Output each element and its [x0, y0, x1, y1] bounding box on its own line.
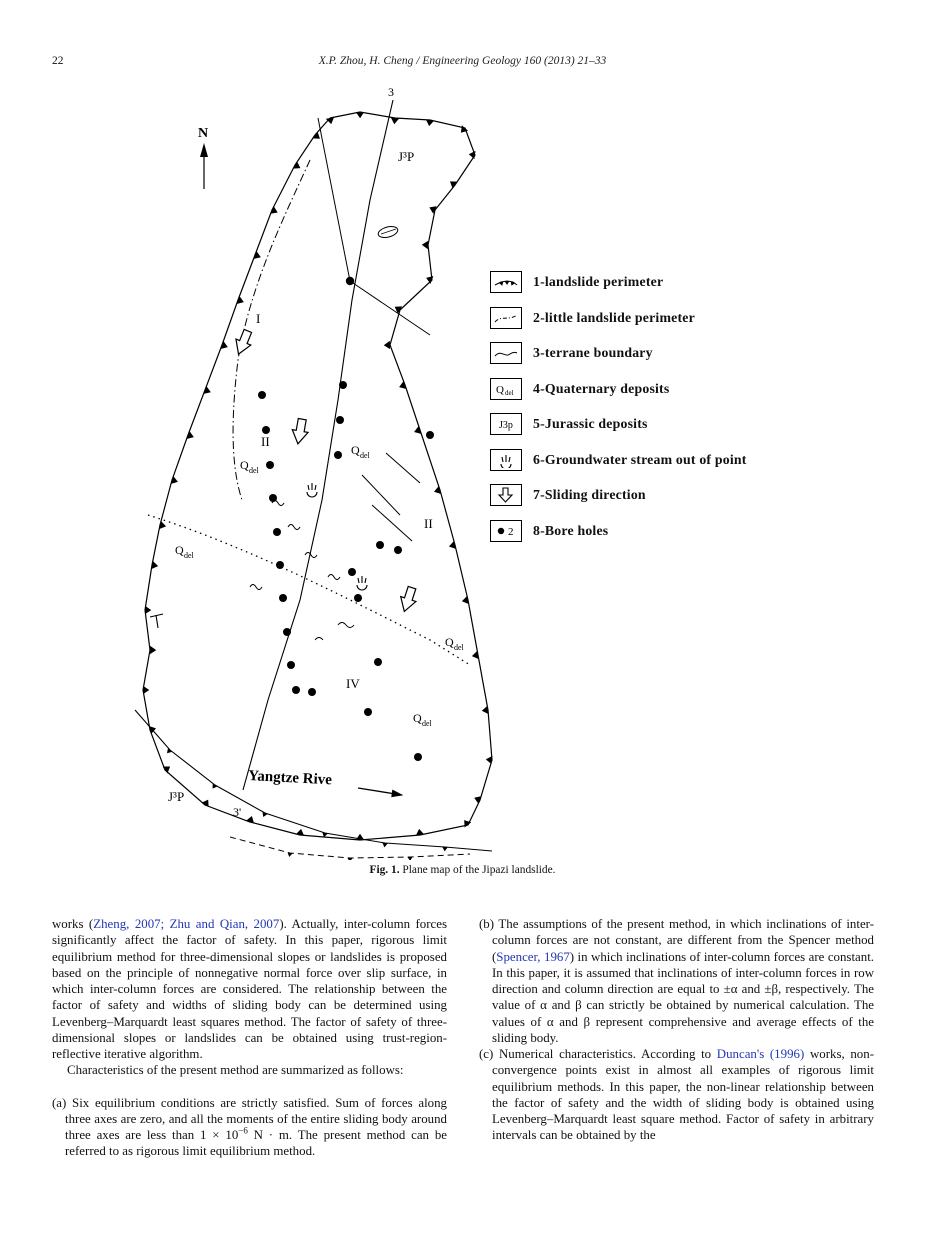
legend-label: 1-landslide perimeter	[533, 274, 664, 289]
svg-text:del: del	[184, 551, 194, 560]
svg-text:Q: Q	[445, 635, 454, 649]
text-run: (c) Numerical characteristics. According to	[479, 1047, 717, 1061]
groundwater-icon	[490, 449, 522, 471]
groundwater-symbol	[307, 483, 367, 590]
terrane-boundary	[372, 505, 412, 541]
north-arrow-head	[200, 143, 208, 157]
figure-caption	[0, 864, 925, 876]
terrane-boundary	[350, 281, 430, 335]
section-label-top: 3	[388, 85, 394, 99]
citation-link-spencer[interactable]: Spencer, 1967	[496, 949, 570, 964]
svg-text:del: del	[422, 719, 432, 728]
svg-text:del: del	[454, 643, 464, 652]
legend-label: 7-Sliding direction	[533, 487, 646, 502]
legend-label: 6-Groundwater stream out of point	[533, 451, 747, 467]
list-item-a	[52, 1095, 447, 1160]
svg-text:del: del	[249, 466, 259, 475]
jurassic-label-top: J³P	[398, 149, 415, 164]
svg-text:Q: Q	[240, 458, 249, 472]
dotted-boundary	[148, 515, 470, 665]
legend-item-quaternary-deposits	[490, 378, 747, 400]
paragraph-works	[52, 916, 447, 1062]
section-label-bottom: 3'	[233, 805, 242, 819]
river-label: Yangtze Rive	[247, 768, 333, 789]
river-flow-arrow	[358, 788, 402, 795]
landslide-perimeter-icon	[490, 271, 522, 293]
jurassic-label-bottom: J³P	[168, 789, 185, 804]
zone-label-ii: II	[261, 434, 270, 449]
legend-label: 4-Quaternary deposits	[533, 380, 670, 396]
svg-text:Q: Q	[175, 543, 184, 557]
figure-caption-label: Fig. 1.	[369, 864, 400, 876]
text-run: ) in which inclinations of inter-column forces are constant. In this paper, it is assumed that inclinations of inter-column forces in row direction and column direction are equal to ±α and ±β, respectively. The value of α and β can strictly be obtained by numerical calculation. The values of α and β represent comprehensive and average effects of the sliding body.	[492, 949, 874, 1045]
legend-label: 5-Jurassic deposits	[533, 416, 648, 431]
legend-label: 2-little landslide perimeter	[533, 309, 695, 325]
text-run: (b) The assumptions of the present method, in which inclinations of inter-column forces are not constant, are different from the Spencer method (	[479, 917, 874, 964]
paragraph-characteristics: Characteristics of the present method are summarized as follows:	[67, 1063, 404, 1078]
river-dashed-line	[230, 837, 470, 858]
terrane-boundary	[386, 453, 420, 483]
text-run: (a) Six equilibrium conditions are strictly satisfied. Sum of forces along three axes are zero, and all the moments of the entire sliding body around three axes are less than 1 × 10	[52, 1095, 447, 1142]
body-column-left	[52, 916, 447, 1160]
north-label: N	[198, 126, 209, 141]
svg-text:Q: Q	[351, 443, 360, 457]
legend-item-sliding-direction	[490, 484, 747, 506]
legend-item-jurassic-deposits	[490, 413, 747, 435]
quaternary-labels	[175, 443, 465, 728]
text-run: works, non-convergence points exist in almost all examples of rigorous limit equilibrium methods. In this paper, the non-linear relationship between the factor of safety and the width of sliding body is obtained using Levenberg–Marquardt least square method. Factor of safety in arbitrary intervals can be obtained by the	[492, 1047, 874, 1143]
body-column-right	[479, 916, 874, 1144]
figure-caption-text: Plane map of the Jipazi landslide.	[402, 864, 556, 876]
running-head: X.P. Zhou, H. Cheng / Engineering Geology 160 (2013) 21–33	[318, 55, 607, 67]
t-mark	[150, 614, 163, 628]
text-run: works (	[52, 917, 94, 931]
svg-text:2: 2	[508, 525, 514, 538]
terrane-boundary-icon	[490, 342, 522, 364]
zone-label-iv: IV	[346, 676, 360, 691]
little-landslide-perimeter-icon	[490, 307, 522, 329]
svg-text:del: del	[505, 388, 514, 397]
legend-item-little-landslide-perimeter	[490, 307, 747, 329]
list-item-b	[479, 916, 874, 1046]
landslide-perimeter	[143, 112, 492, 840]
quaternary-deposits-icon	[490, 378, 522, 400]
svg-text:del: del	[360, 451, 370, 460]
legend-item-groundwater	[490, 449, 747, 471]
superscript-exponent: −6	[238, 1125, 248, 1136]
sliding-direction-icon	[490, 484, 522, 506]
list-item-c	[479, 1046, 874, 1144]
legend-item-landslide-perimeter	[490, 271, 747, 293]
map-ellipse-hatch	[381, 229, 396, 234]
citation-link-duncan[interactable]: Duncan's (1996)	[716, 1047, 805, 1061]
jurassic-deposits-icon	[490, 413, 522, 435]
scarp-marks	[250, 501, 354, 641]
zone-label-i: I	[256, 311, 261, 326]
svg-text:Q: Q	[496, 383, 504, 396]
svg-text:Q: Q	[413, 711, 422, 725]
terrane-boundary	[362, 475, 400, 515]
legend-item-bore-holes	[490, 520, 747, 542]
legend-label: 8-Bore holes	[533, 522, 609, 538]
bore-holes-icon	[490, 520, 522, 542]
citation-link-zheng-zhu-qian[interactable]: Zheng, 2007; Zhu and Qian, 2007	[93, 917, 280, 931]
text-run: N · m. The present method can be referred to as rigorous limit equilibrium method.	[65, 1128, 447, 1159]
sliding-direction-arrows	[231, 328, 420, 614]
legend-label: 3-terrane boundary	[533, 345, 653, 360]
terrane-boundary	[318, 118, 350, 281]
text-run: ). Actually, inter-column forces significantly affect the factor of safety. In this paper, rigorous limit equilibrium method for three-dimensional slopes or landslides is proposed based on the principle of nonnegative normal force over slip surface, in which inter-column forces are considered. The relationship between the factor of safety and widths of sliding body can be determined using Levenberg–Marquardt least squares method. The factor of safety of three-dimensional slopes or landslides can be obtained using trust-region-reflective iterative algorithm.	[52, 917, 447, 1061]
zone-label-ii: II	[424, 516, 433, 531]
map-legend	[490, 271, 747, 555]
page-number: 22	[52, 55, 64, 67]
legend-item-terrane-boundary	[490, 342, 747, 364]
landslide-map-figure	[100, 85, 500, 860]
svg-text:J3p: J3p	[499, 420, 513, 431]
